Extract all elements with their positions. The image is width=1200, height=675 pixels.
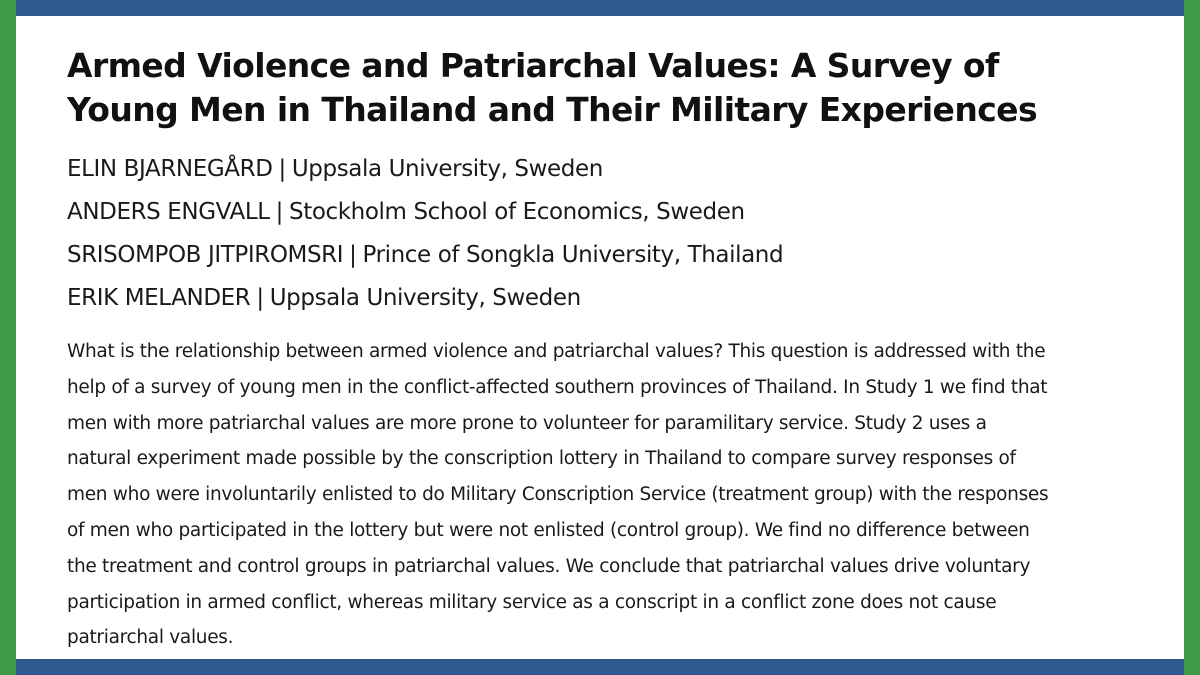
article-title xyxy=(67,44,1147,132)
author-affiliation: Prince of Songkla University, Thailand xyxy=(362,242,784,268)
title-line-2: Young Men in Thailand and Their Military Experiences xyxy=(67,90,1037,129)
abstract-line: help of a survey of young men in the conflict-affected southern provinces of Thailand. In Study 1 we find that xyxy=(67,376,1048,398)
top-blue-bar xyxy=(16,0,1184,16)
author-list xyxy=(67,148,1147,320)
abstract-line: men who were involuntarily enlisted to do Military Conscription Service (treatment group) with the responses xyxy=(67,484,1049,506)
abstract-line: What is the relationship between armed violence and patriarchal values? This question is addressed with the xyxy=(67,341,1046,362)
title-line-1: Armed Violence and Patriarchal Values: A Survey of xyxy=(67,46,999,85)
author-name: ANDERS ENGVALL xyxy=(67,199,270,225)
bottom-blue-bar xyxy=(16,659,1184,675)
author-name: SRISOMPOB JITPIROMSRI xyxy=(67,242,344,268)
author-line xyxy=(67,148,1147,191)
article-card xyxy=(67,44,1147,656)
author-name: ELIN BJARNEGÅRD xyxy=(67,156,273,182)
author-line xyxy=(67,234,1147,277)
abstract-line: natural experiment made possible by the conscription lottery in Thailand to compare survey responses of xyxy=(67,448,1016,470)
abstract-line: participation in armed conflict, whereas military service as a conscript in a conflict zone does not cause xyxy=(67,591,997,613)
author-affiliation: Uppsala University, Sweden xyxy=(291,156,603,182)
author-line xyxy=(67,277,1147,320)
separator: | xyxy=(349,242,357,268)
abstract-line: patriarchal values. xyxy=(67,627,234,649)
abstract-line: men with more patriarchal values are more prone to volunteer for paramilitary service. Study 2 uses a xyxy=(67,412,987,434)
abstract-line: of men who participated in the lottery but were not enlisted (control group). We find no difference between xyxy=(67,519,1030,541)
author-line xyxy=(67,191,1147,234)
author-affiliation: Stockholm School of Economics, Sweden xyxy=(289,199,745,225)
abstract xyxy=(67,334,1147,656)
separator: | xyxy=(256,285,264,311)
abstract-line: the treatment and control groups in patriarchal values. We conclude that patriarchal values drive voluntary xyxy=(67,555,1031,577)
separator: | xyxy=(278,156,286,182)
author-affiliation: Uppsala University, Sweden xyxy=(269,285,581,311)
separator: | xyxy=(275,199,284,225)
author-name: ERIK MELANDER xyxy=(67,285,251,311)
